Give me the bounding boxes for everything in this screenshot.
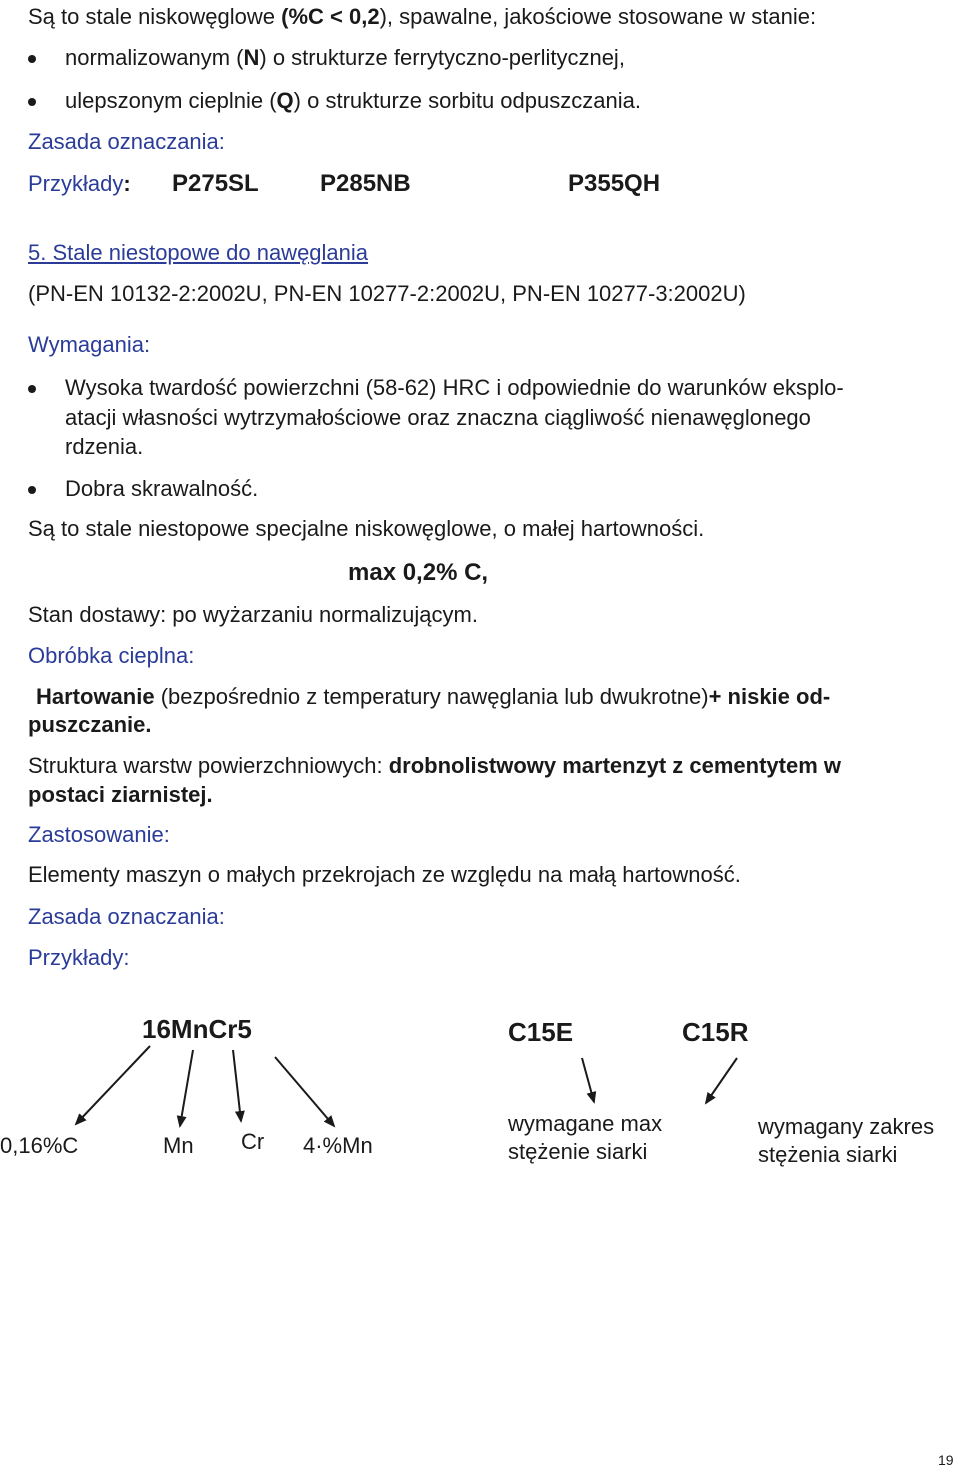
arrow-to-mn xyxy=(180,1050,193,1126)
application-heading: Zastosowanie: xyxy=(28,822,170,847)
note-c15r-line2: stężenia siarki xyxy=(758,1142,898,1167)
heat-treatment-heading: Obróbka cieplna: xyxy=(28,643,195,668)
zasada-oznaczania-heading-2: Zasada oznaczania: xyxy=(28,904,225,929)
code-16mncr5: 16MnCr5 xyxy=(142,1014,252,1044)
label-cr: Cr xyxy=(241,1129,265,1154)
label-mn: Mn xyxy=(163,1133,194,1158)
przyklady-heading-2: Przykłady: xyxy=(28,945,130,970)
state-text-end: ) o strukturze ferrytyczno-perlitycznej, xyxy=(259,45,625,70)
wymagania-heading: Wymagania: xyxy=(28,332,151,357)
state-symbol: Q xyxy=(276,88,294,113)
carbon-limit: (%C < 0,2 xyxy=(281,4,380,29)
intro-text-end: ), spawalne, jakościowe stosowane w stanie: xyxy=(379,4,817,29)
requirement-line: rdzenia. xyxy=(65,434,144,459)
label-carbon: 0,16%C xyxy=(0,1133,79,1158)
example-code-p275sl: P275SL xyxy=(172,170,259,197)
arrow-c15e xyxy=(582,1058,594,1102)
arrow-to-factor xyxy=(275,1057,334,1126)
hardening-term: Hartowanie xyxy=(36,684,155,709)
page-number: 19 xyxy=(938,1452,954,1468)
application-text: Elementy maszyn o małych przekrojach ze względu na małą hartowność. xyxy=(28,862,741,887)
requirement-line: Wysoka twardość powierzchni (58-62) HRC i odpowiednie do warunków eksplo- xyxy=(65,375,844,400)
example-code-p285nb: P285NB xyxy=(320,170,411,197)
note-c15e-line1: wymagane max xyxy=(508,1111,663,1136)
arrow-c15r xyxy=(706,1058,737,1103)
structure-text-cont: postaci ziarnistej. xyxy=(28,782,213,807)
structure-value: drobnolistwowy martenzyt z cementytem w xyxy=(388,753,841,778)
standards-list: (PN-EN 10132-2:2002U, PN-EN 10277-2:2002U, PN-EN 10277-3:2002U) xyxy=(28,281,746,306)
requirement-line: Dobra skrawalność. xyxy=(65,476,259,501)
delivery-state: Stan dostawy: po wyżarzaniu normalizującym. xyxy=(28,602,478,627)
label-mn-factor: 4·%Mn xyxy=(303,1133,373,1158)
przyklady-label: Przykłady xyxy=(28,171,124,196)
example-code-p355qh: P355QH xyxy=(568,170,661,197)
section-title: 5. Stale niestopowe do nawęglania xyxy=(28,240,369,265)
steel-description: Są to stale niestopowe specjalne niskowęglowe, o małej hartowności. xyxy=(28,516,705,541)
state-text: normalizowanym ( xyxy=(65,45,244,70)
code-c15e: C15E xyxy=(508,1017,574,1047)
hardening-desc: (bezpośrednio z temperatury nawęglania lub dwukrotne) xyxy=(154,684,709,709)
code-c15r: C15R xyxy=(682,1017,749,1047)
carbon-max: max 0,2% C, xyxy=(348,559,489,586)
hardening-text-cont: puszczanie. xyxy=(28,712,152,737)
state-text: ulepszonym cieplnie ( xyxy=(65,88,277,113)
structure-label: Struktura warstw powierzchniowych: xyxy=(28,753,389,778)
arrow-to-carbon xyxy=(76,1046,150,1124)
tempering-term: + niskie od- xyxy=(708,684,831,709)
requirement-line: atacji własności wytrzymałościowe oraz znaczna ciągliwość nienawęglonego xyxy=(65,405,811,430)
state-symbol: N xyxy=(243,45,260,70)
przyklady-colon: : xyxy=(123,171,131,196)
zasada-oznaczania-heading: Zasada oznaczania: xyxy=(28,129,225,154)
arrow-to-cr xyxy=(233,1050,241,1121)
note-c15e-line2: stężenie siarki xyxy=(508,1139,648,1164)
state-text-end: ) o strukturze sorbitu odpuszczania. xyxy=(293,88,641,113)
intro-text: Są to stale niskowęglowe xyxy=(28,4,282,29)
note-c15r-line1: wymagany zakres xyxy=(758,1114,935,1139)
